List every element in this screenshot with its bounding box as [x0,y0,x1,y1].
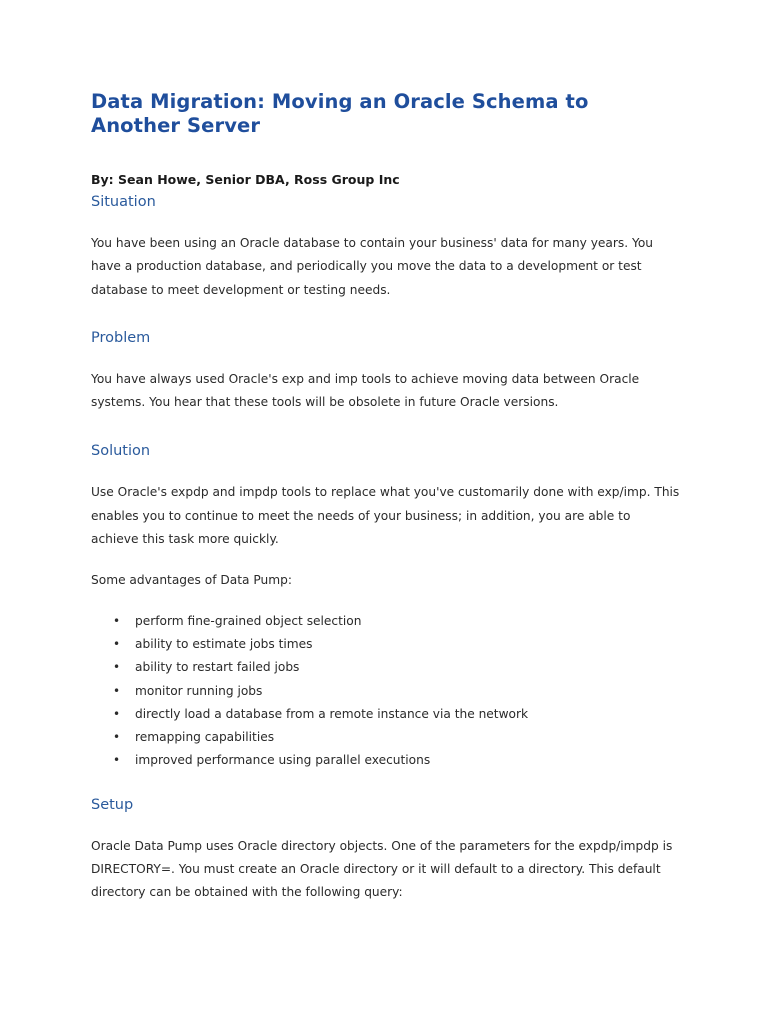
bullet-icon: • [113,706,121,721]
list-item [91,703,681,726]
bullet-icon: • [113,613,121,628]
bullet-icon: • [113,753,121,768]
author-byline: By: Sean Howe, Senior DBA, Ross Group Inc [91,172,400,187]
paragraph-problem: You have always used Oracle's exp and imp tools to achieve moving data between Oracle systems. You hear that these tools will be obsolete in future Oracle versions. [91,371,640,410]
paragraph-situation: You have been using an Oracle database to contain your business' data for many years. You have a production database, and periodically you move the data to a development or test database to meet development or testing needs. [91,236,654,297]
list-item-text: perform fine-grained object selection [135,613,362,628]
list-item-text: remapping capabilities [135,730,275,745]
list-item [91,749,681,772]
list-item [91,680,681,703]
list-item [91,610,681,633]
bullet-icon: • [113,636,121,651]
heading-solution: Solution [91,443,151,460]
heading-situation: Situation [91,194,156,210]
paragraph-solution: Use Oracle's expdp and impdp tools to replace what you've customarily done with exp/imp. This enables you to continue to meet the needs of your business; in addition, you are able to achieve this task more quickly. [91,485,680,547]
heading-setup: Setup [91,796,134,813]
list-item [91,726,681,749]
list-item-text: directly load a database from a remote instance via the network [135,706,529,721]
list-item-text: ability to restart failed jobs [135,660,300,675]
heading-problem: Problem [91,329,151,346]
list-item [91,656,681,679]
list-item-text: improved performance using parallel executions [135,753,431,768]
bullet-icon: • [113,730,121,745]
document-page [91,90,681,905]
advantages-list [91,610,681,773]
paragraph-setup: Oracle Data Pump uses Oracle directory objects. One of the parameters for the expdp/impdp is DIRECTORY=. You must create an Oracle directory or it will default to a directory. This default directory can be obtained with the following query: [91,838,673,900]
document-title: Data Migration: Moving an Oracle Schema to Another Server [91,90,589,137]
advantages-intro: Some advantages of Data Pump: [91,573,292,588]
bullet-icon: • [113,683,121,698]
list-item-text: ability to estimate jobs times [135,636,313,651]
bullet-icon: • [113,660,121,675]
list-item-text: monitor running jobs [135,683,263,698]
list-item [91,633,681,656]
